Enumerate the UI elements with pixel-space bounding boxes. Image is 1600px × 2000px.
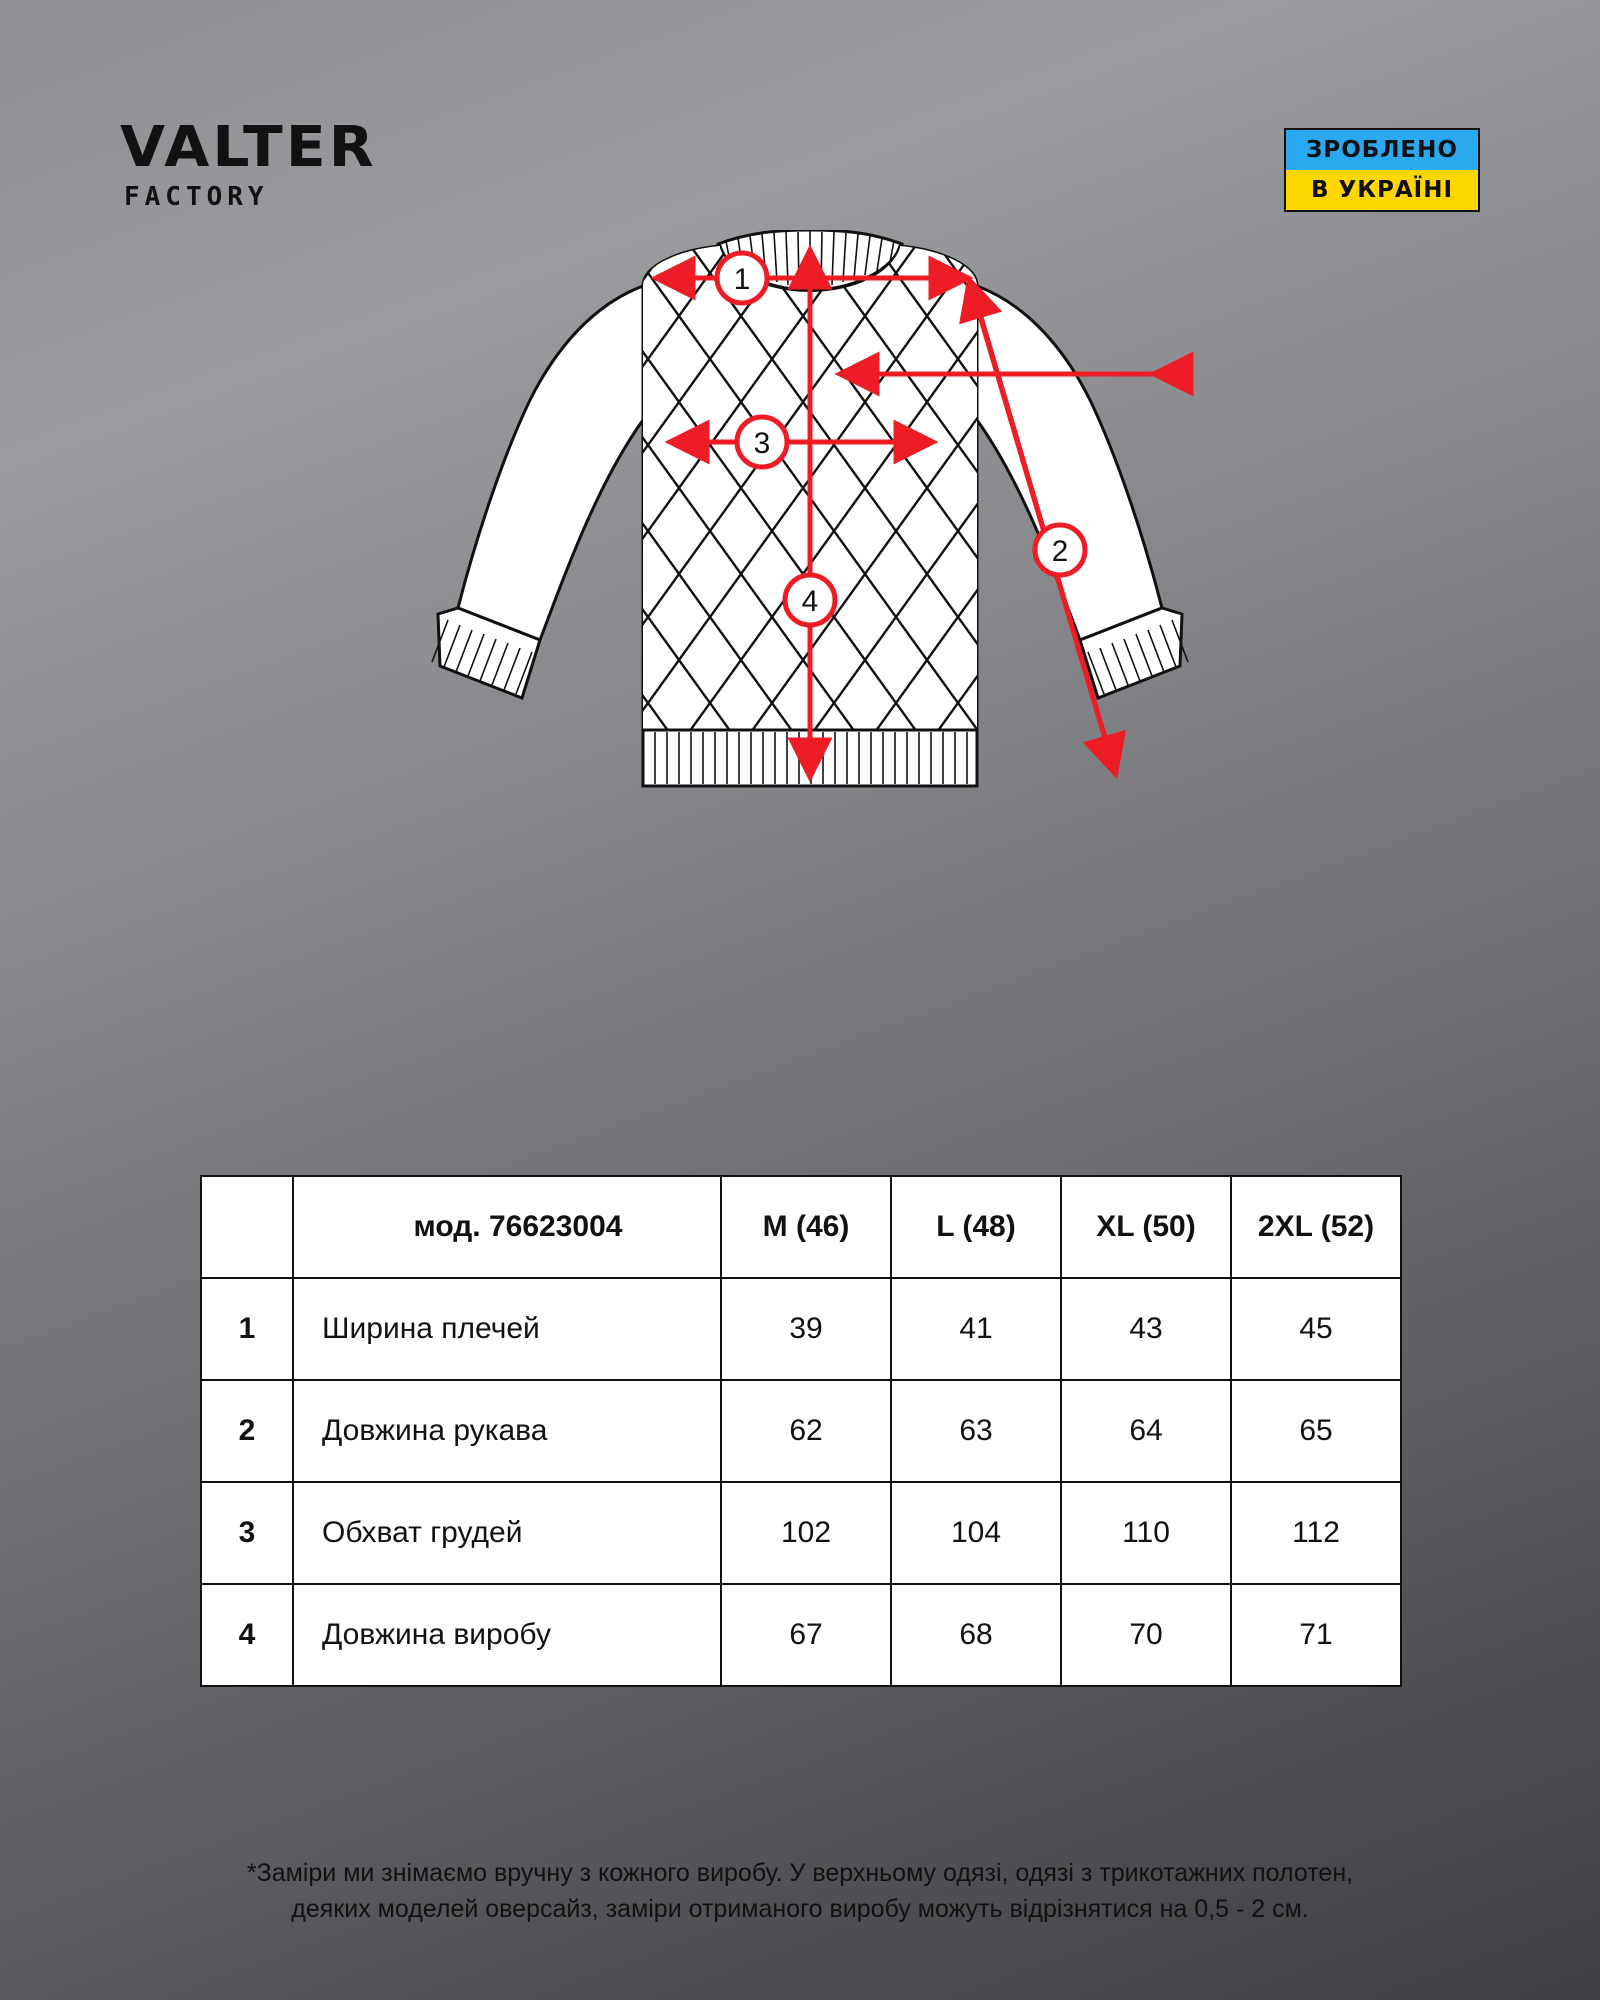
header-size-m: M (46) bbox=[721, 1176, 891, 1278]
table-row bbox=[201, 1584, 1401, 1686]
size-table-container bbox=[200, 1175, 1400, 1687]
row-value-l: 41 bbox=[891, 1278, 1061, 1380]
table-row bbox=[201, 1482, 1401, 1584]
header-size-xl: XL (50) bbox=[1061, 1176, 1231, 1278]
left-sleeve bbox=[432, 286, 643, 698]
row-value-l: 63 bbox=[891, 1380, 1061, 1482]
header-empty bbox=[201, 1176, 293, 1278]
badge-top-stripe bbox=[1286, 130, 1478, 170]
row-label: Довжина рукава bbox=[293, 1380, 721, 1482]
header-size-2xl: 2XL (52) bbox=[1231, 1176, 1401, 1278]
made-in-ukraine-badge bbox=[1284, 128, 1480, 212]
garment-diagram bbox=[400, 230, 1220, 850]
row-label: Обхват грудей bbox=[293, 1482, 721, 1584]
badge-line-2: В УКРАЇНІ bbox=[1310, 177, 1454, 203]
svg-text:2: 2 bbox=[1051, 535, 1069, 568]
footnote-line-1: *Заміри ми знімаємо вручну з кожного виробу. У верхньому одязі, одязі з трикотажних полотен, bbox=[246, 1859, 1354, 1887]
badge-line-1: ЗРОБЛЕНО bbox=[1306, 137, 1458, 163]
marker-4 bbox=[785, 575, 835, 625]
row-value-xl: 70 bbox=[1061, 1584, 1231, 1686]
badge-bottom-stripe bbox=[1286, 170, 1478, 210]
right-sleeve bbox=[977, 286, 1188, 698]
row-number: 2 bbox=[201, 1380, 293, 1482]
row-number: 3 bbox=[201, 1482, 293, 1584]
table-row bbox=[201, 1380, 1401, 1482]
brand-logo bbox=[120, 115, 377, 212]
brand-name: VALTER bbox=[120, 115, 377, 180]
marker-1 bbox=[717, 253, 767, 303]
marker-2 bbox=[1035, 525, 1085, 575]
row-value-l: 68 bbox=[891, 1584, 1061, 1686]
marker-3 bbox=[737, 417, 787, 467]
svg-text:3: 3 bbox=[753, 427, 771, 460]
table-row bbox=[201, 1278, 1401, 1380]
row-label: Ширина плечей bbox=[293, 1278, 721, 1380]
size-table bbox=[200, 1175, 1402, 1687]
row-number: 1 bbox=[201, 1278, 293, 1380]
row-value-m: 39 bbox=[721, 1278, 891, 1380]
sweater-svg bbox=[400, 230, 1220, 850]
brand-subtitle: FACTORY bbox=[124, 182, 269, 212]
table-header-row bbox=[201, 1176, 1401, 1278]
row-value-2xl: 112 bbox=[1231, 1482, 1401, 1584]
row-value-xl: 110 bbox=[1061, 1482, 1231, 1584]
row-value-l: 104 bbox=[891, 1482, 1061, 1584]
row-value-m: 67 bbox=[721, 1584, 891, 1686]
footnote bbox=[0, 1855, 1600, 1928]
footnote-line-2: деяких моделей оверсайз, заміри отриманого виробу можуть відрізнятися на 0,5 - 2 см. bbox=[291, 1895, 1309, 1924]
header-model: мод. 76623004 bbox=[293, 1176, 721, 1278]
row-value-xl: 64 bbox=[1061, 1380, 1231, 1482]
row-number: 4 bbox=[201, 1584, 293, 1686]
row-value-2xl: 65 bbox=[1231, 1380, 1401, 1482]
row-value-2xl: 45 bbox=[1231, 1278, 1401, 1380]
row-value-2xl: 71 bbox=[1231, 1584, 1401, 1686]
row-value-xl: 43 bbox=[1061, 1278, 1231, 1380]
header-size-l: L (48) bbox=[891, 1176, 1061, 1278]
svg-text:4: 4 bbox=[801, 585, 819, 618]
row-value-m: 62 bbox=[721, 1380, 891, 1482]
row-label: Довжина виробу bbox=[293, 1584, 721, 1686]
row-value-m: 102 bbox=[721, 1482, 891, 1584]
svg-text:1: 1 bbox=[733, 263, 751, 296]
